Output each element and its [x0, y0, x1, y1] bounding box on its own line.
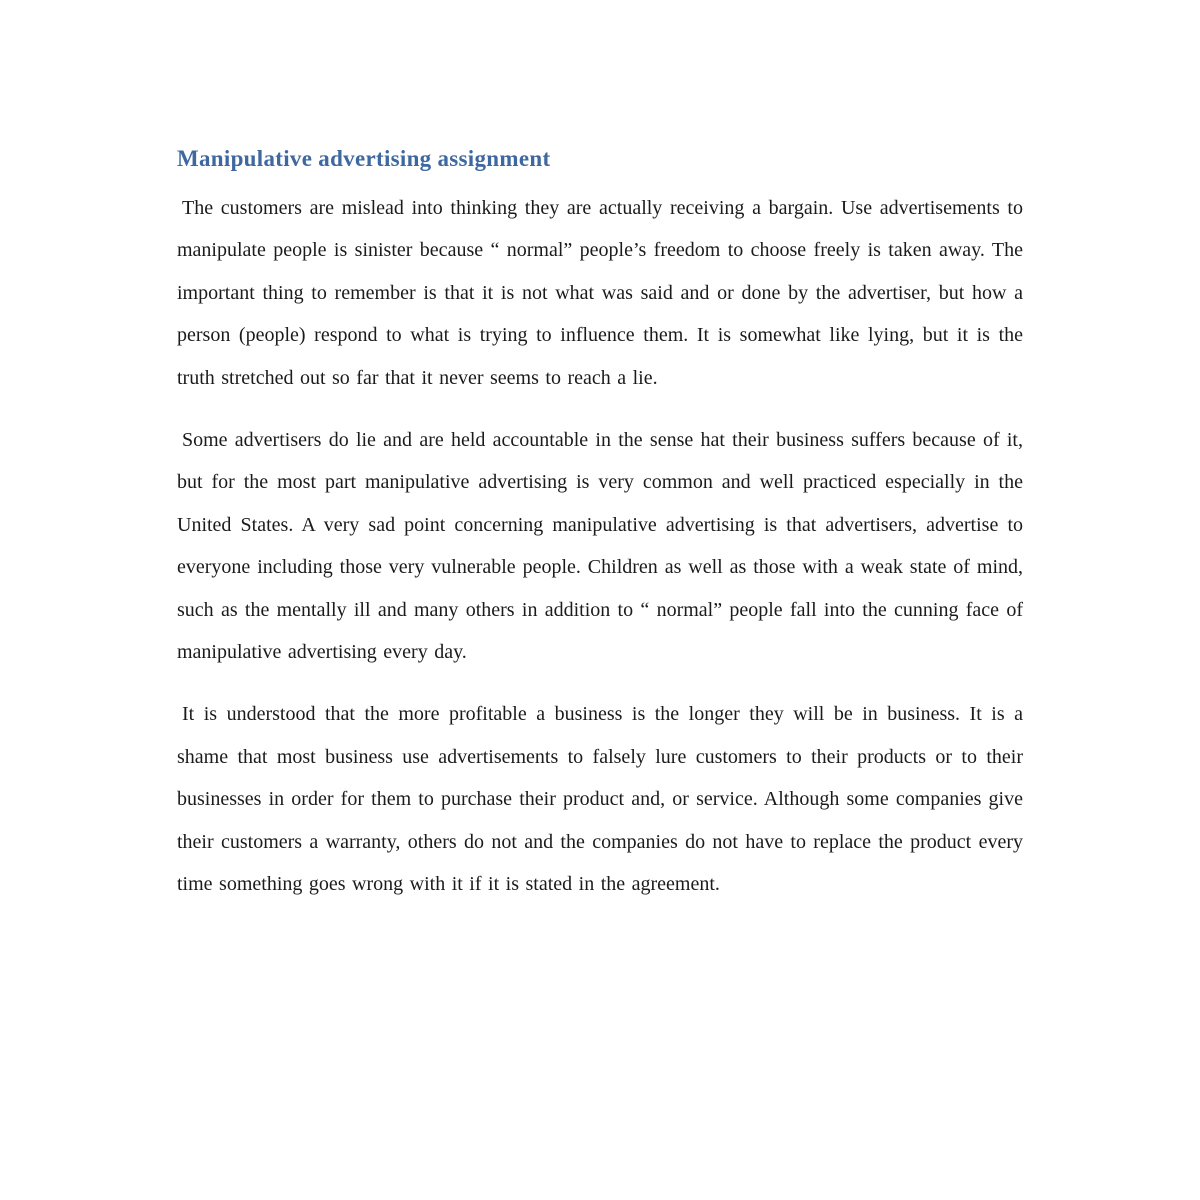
paragraph-1: The customers are mislead into thinking they are actually receiving a bargain. Use advertisements to manipulate people is sinister because “ normal” people’s freedom to choose freely is taken away. The important thing to remember is that it is not what was said and or done by the advertiser, but how a person (people) respond to what is trying to influence them. It is somewhat like lying, but it is the truth stretched out so far that it never seems to reach a lie.: [177, 197, 1023, 389]
paragraph-3: It is understood that the more profitable a business is the longer they will be in business. It is a shame that most business use advertisements to falsely lure customers to their products or to their businesses in order for them to purchase their product and, or service. Although some companies give their customers a warranty, others do not and the companies do not have to replace the product every time something goes wrong with it if it is stated in the agreement.: [177, 703, 1023, 896]
paragraph-2: Some advertisers do lie and are held accountable in the sense hat their business suffers because of it, but for the most part manipulative advertising is very common and well practiced especially in the United States. A very sad point concerning manipulative advertising is that advertisers, advertise to everyone including those very vulnerable people. Children as well as those with a weak state of mind, such as the mentally ill and many others in addition to “ normal” people fall into the cunning face of manipulative advertising every day.: [177, 429, 1023, 664]
document-title: Manipulative advertising assignment: [177, 146, 551, 171]
